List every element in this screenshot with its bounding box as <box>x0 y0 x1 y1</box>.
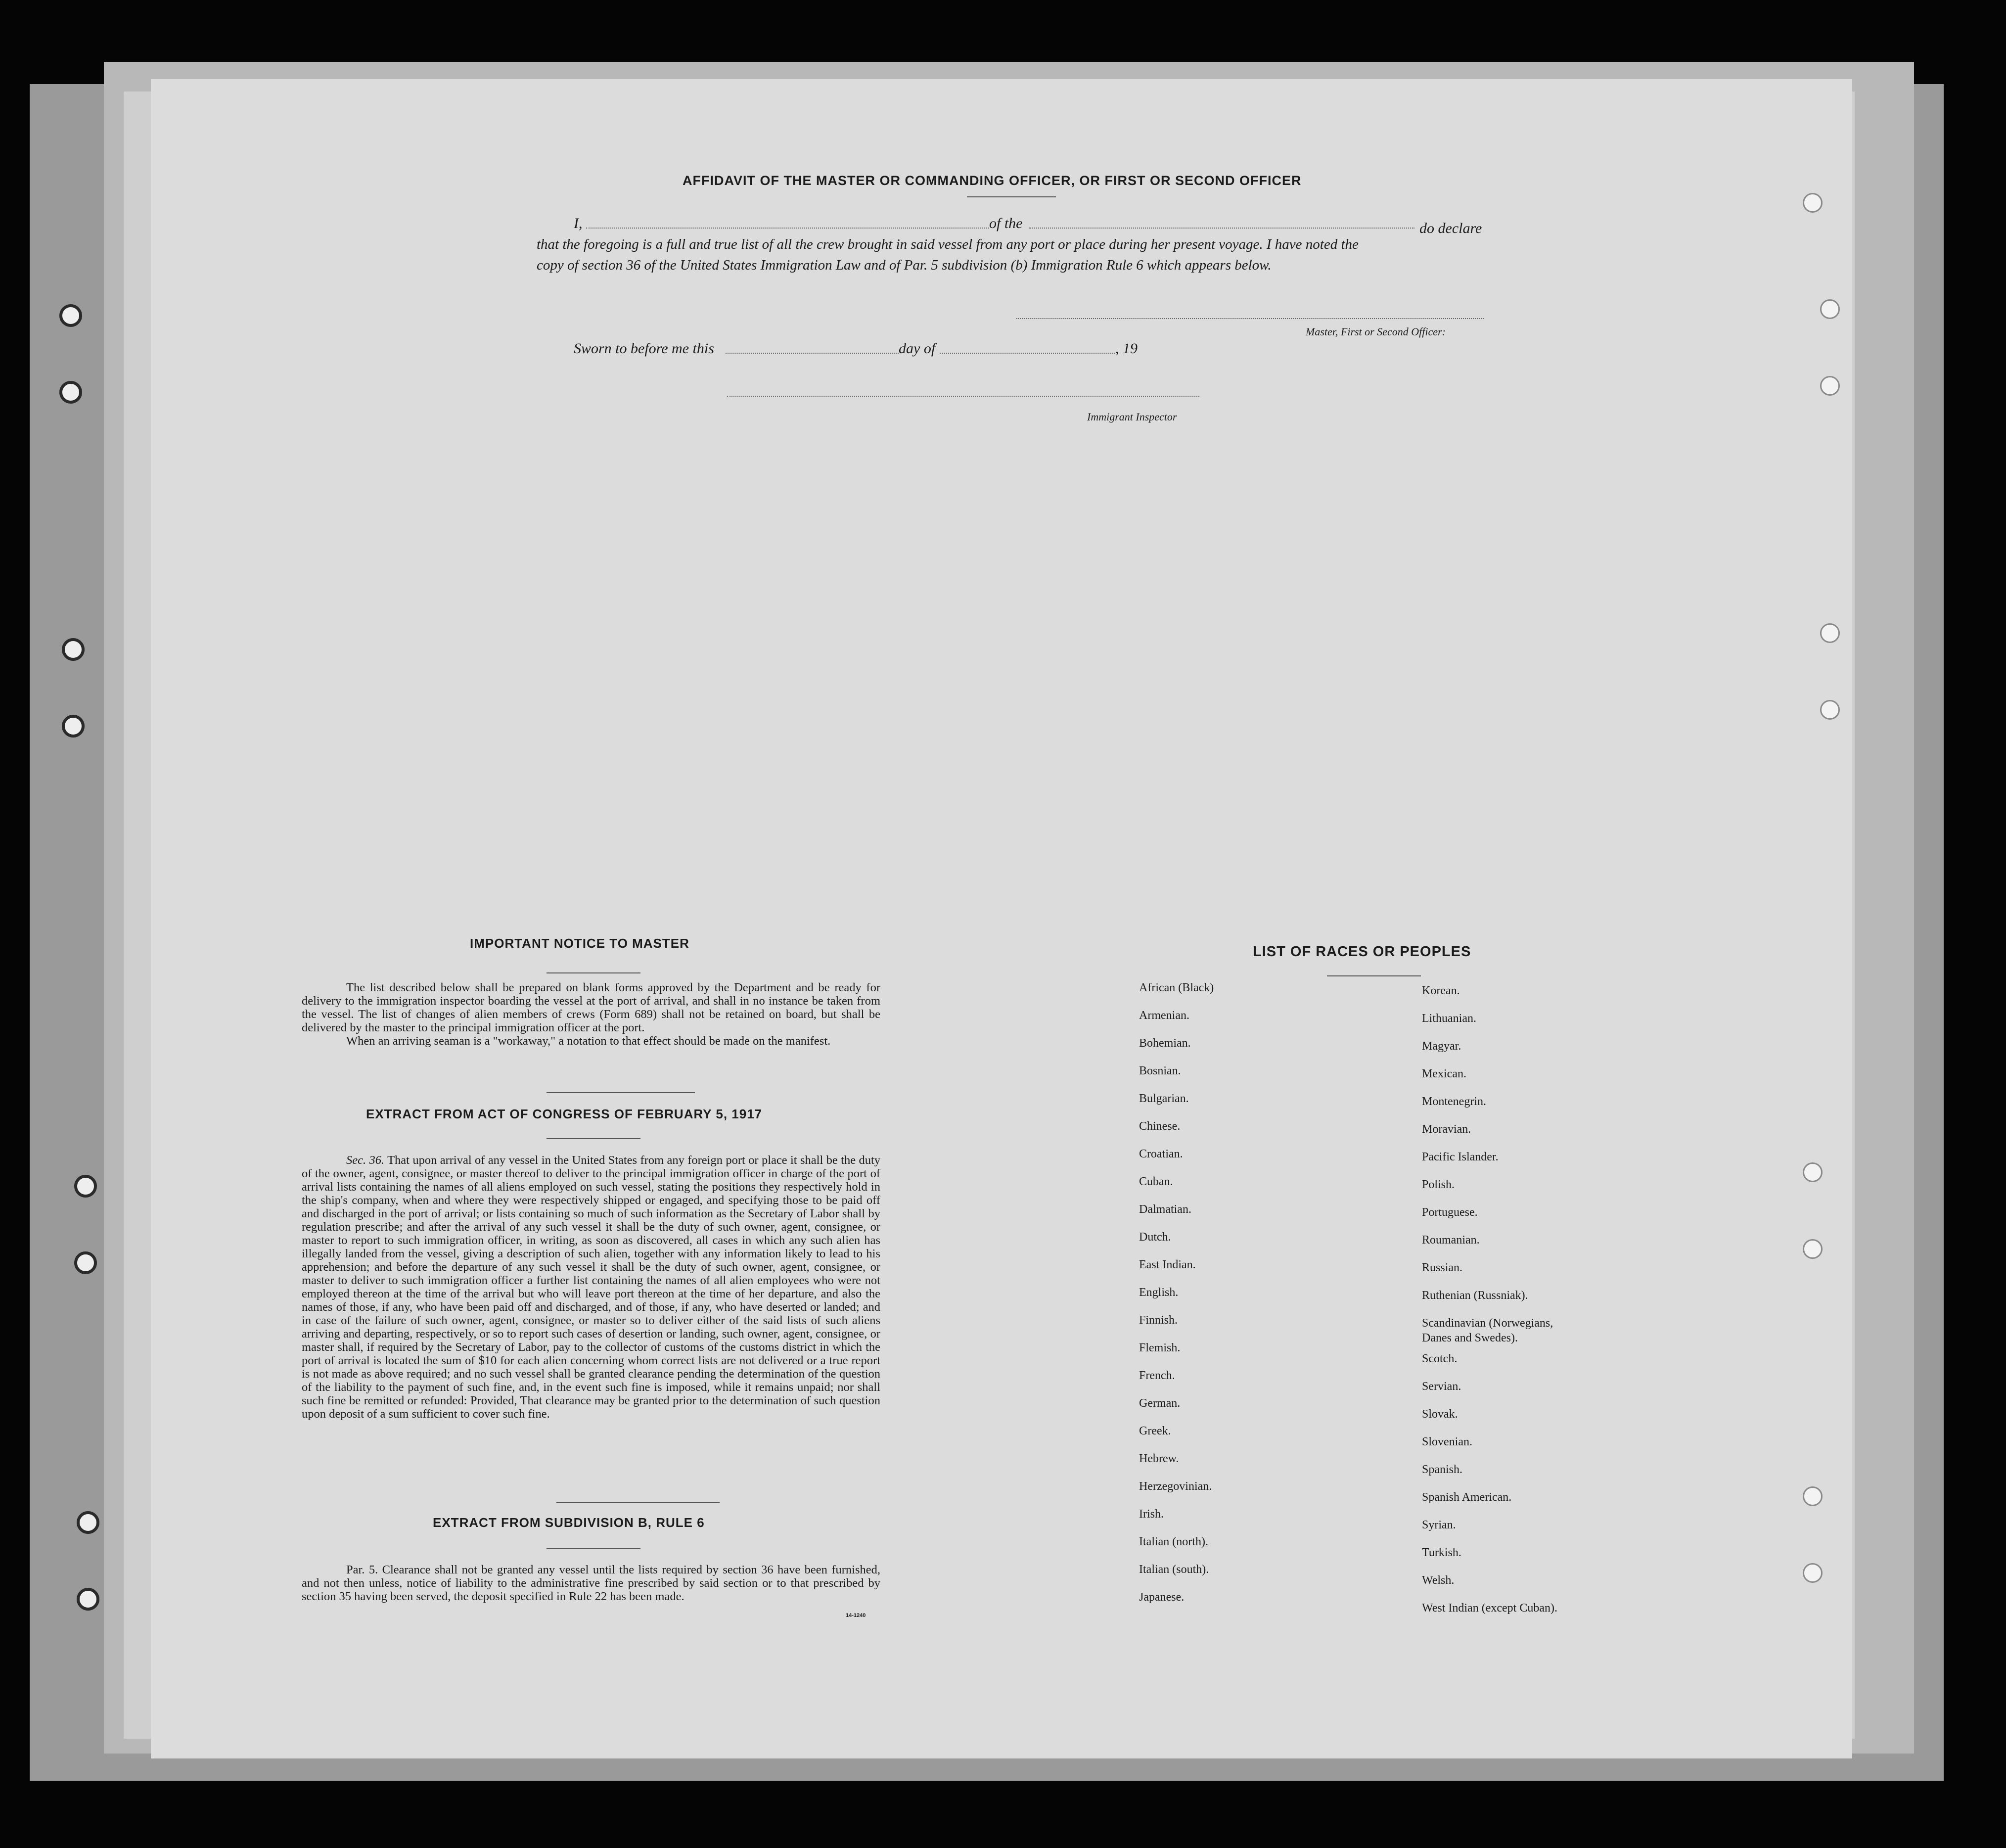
document-page <box>151 79 1852 1758</box>
notice-para-2: When an arriving seaman is a "workaway," a notation to that effect should be made on the manifest. <box>346 1034 831 1048</box>
notice-text <box>302 981 880 1048</box>
race-item: Slovak. <box>1422 1408 1458 1421</box>
race-item: East Indian. <box>1139 1258 1196 1271</box>
race-item: German. <box>1139 1397 1181 1410</box>
race-item: Welsh. <box>1422 1574 1455 1587</box>
race-item: Pacific Islander. <box>1422 1151 1499 1163</box>
notice-para-1: The list described below shall be prepared on blank forms approved by the Department and be ready for delivery to the immigration inspector boarding the vessel at the port of arrival, and shall in no instance be taken from the vessel. The list of changes of alien members of crews (Form 689) shall not be retained on board, but shall be delivered by the master to the principal immigration officer at the port. <box>302 981 880 1034</box>
declaration-line-1: that the foregoing is a full and true list of all the crew brought in said vessel from any port or place during her present voyage. I have noted the <box>537 236 1359 252</box>
divider <box>556 1502 720 1503</box>
races-left-column <box>1139 980 1214 1617</box>
divider <box>547 1138 640 1139</box>
punch-hole-icon <box>1803 1563 1823 1583</box>
race-item: Syrian. <box>1422 1519 1456 1531</box>
race-item: Bulgarian. <box>1139 1092 1189 1105</box>
divider <box>1327 975 1421 976</box>
divider <box>547 1092 695 1093</box>
race-item: Japanese. <box>1139 1591 1185 1604</box>
notice-title: IMPORTANT NOTICE TO MASTER <box>470 936 689 951</box>
race-item: Slovenian. <box>1422 1435 1472 1448</box>
affidavit-i-label: I, <box>574 215 583 231</box>
race-item: Servian. <box>1422 1380 1461 1393</box>
race-item: Hebrew. <box>1139 1452 1179 1465</box>
do-declare-label: do declare <box>1419 220 1482 236</box>
act-extract-text <box>302 1154 880 1421</box>
race-item: Croatian. <box>1139 1148 1183 1160</box>
name-blank <box>586 228 989 229</box>
day-of-label: day of <box>899 340 936 357</box>
vessel-blank <box>1029 228 1414 229</box>
race-item: Mexican. <box>1422 1067 1466 1080</box>
binder-hole-icon <box>59 381 82 404</box>
race-item: Spanish. <box>1422 1463 1463 1476</box>
race-item: Turkish. <box>1422 1546 1461 1559</box>
race-item: Korean. <box>1422 984 1460 997</box>
race-item: Italian (north). <box>1139 1535 1208 1548</box>
race-item: Montenegrin. <box>1422 1095 1486 1108</box>
race-item: Polish. <box>1422 1178 1455 1191</box>
punch-hole-icon <box>1803 1486 1823 1506</box>
binder-hole-icon <box>59 304 82 327</box>
race-item: Bohemian. <box>1139 1037 1191 1050</box>
divider <box>547 1548 640 1549</box>
punch-hole-icon <box>1820 299 1840 319</box>
race-item: Greek. <box>1139 1425 1171 1437</box>
race-item: Portuguese. <box>1422 1206 1478 1219</box>
races-title: LIST OF RACES OR PEOPLES <box>1253 944 1471 960</box>
section-36-text: That upon arrival of any vessel in the United States from any foreign port or place it shall be the duty of the owner, agent, consignee, or master thereof to deliver to the principal immigration officer in charge of the port of arrival lists containing the names of all aliens employed on such vessel, stating the positions they respectively hold in the ship's company, when and where they were respectively shipped or engaged, and specifying those to be paid off and discharged in the port of arrival; or lists containing so much of such information as the Secretary of Labor shall by regulation prescribe; and after the arrival of any such vessel it shall be the duty of such owner, agent, consignee, or master to report to such immigration officer, in writing, as soon as discovered, all cases in which any such alien has illegally landed from the vessel, giving a description of such alien, together with any information likely to lead to his apprehension; and before the departure of any such vessel it shall be the duty of such owner, agent, consignee, or master to deliver to such immigration officer a further list containing the names of all alien employees who were not employed thereon at the time of the arrival but who will leave port thereon at the time of her departure, and also the names of those, if any, who have been paid off and discharged, and of those, if any, who have deserted or landed; and in case of the failure of such owner, agent, consignee, or master so to deliver either of the said lists of such aliens arriving and departing, respectively, or so to report such cases of desertion or landing, such owner, agent, consignee, or master shall, if required by the Secretary of Labor, pay to the collector of customs of the customs district in which the port of arrival is located the sum of $10 for each alien concerning whom correct lists are not delivered or a true report is not made as above required; and no such vessel shall be granted clearance pending the determination of the question of the liability to the payment of such fine, and, in the event such fine is imposed, while it remains unpaid; nor shall such fine be remitted or refunded: Provided, That clearance may be granted prior to the determination of such question upon deposit of a sum sufficient to cover such fine. <box>302 1154 880 1421</box>
declaration-line-2: copy of section 36 of the United States Immigration Law and of Par. 5 subdivision (b) Immigration Rule 6 which appears below. <box>537 257 1272 273</box>
master-signature-line <box>1016 318 1484 319</box>
affidavit-of-the-label: of the <box>989 215 1023 231</box>
punch-hole-icon <box>1820 376 1840 396</box>
binder-hole-icon <box>77 1511 99 1534</box>
race-item: Spanish American. <box>1422 1491 1512 1504</box>
race-item: Roumanian. <box>1422 1234 1480 1247</box>
punch-hole-icon <box>1803 193 1823 213</box>
race-item: Irish. <box>1139 1508 1164 1521</box>
races-right-column <box>1422 983 1557 1628</box>
inspector-label: Immigrant Inspector <box>1087 411 1177 423</box>
race-item: Lithuanian. <box>1422 1012 1476 1025</box>
race-item: Ruthenian (Russniak). <box>1422 1289 1528 1302</box>
race-item: Russian. <box>1422 1261 1463 1274</box>
rule-extract-title: EXTRACT FROM SUBDIVISION B, RULE 6 <box>433 1515 705 1530</box>
race-item: Bosnian. <box>1139 1064 1181 1077</box>
race-item: Dalmatian. <box>1139 1203 1191 1216</box>
punch-hole-icon <box>1803 1239 1823 1259</box>
month-blank <box>940 353 1115 354</box>
race-item: Armenian. <box>1139 1009 1189 1022</box>
binder-hole-icon <box>62 715 85 738</box>
race-item: English. <box>1139 1286 1179 1299</box>
affidavit-title: AFFIDAVIT OF THE MASTER OR COMMANDING OFFICER, OR FIRST OR SECOND OFFICER <box>683 173 1302 188</box>
inspector-signature-line <box>727 396 1199 397</box>
divider <box>547 972 640 973</box>
punch-hole-icon <box>1820 623 1840 643</box>
sworn-label: Sworn to before me this <box>574 340 714 357</box>
race-item: Cuban. <box>1139 1175 1173 1188</box>
race-item: Dutch. <box>1139 1231 1171 1244</box>
race-item: Flemish. <box>1139 1341 1181 1354</box>
binder-hole-icon <box>74 1175 97 1198</box>
race-item: Italian (south). <box>1139 1563 1209 1576</box>
year-label: , 19 <box>1115 340 1138 357</box>
race-item: Magyar. <box>1422 1040 1461 1053</box>
race-item: French. <box>1139 1369 1175 1382</box>
act-extract-title: EXTRACT FROM ACT OF CONGRESS OF FEBRUARY 5, 1917 <box>366 1107 763 1121</box>
race-item: Finnish. <box>1139 1314 1178 1327</box>
race-item: African (Black) <box>1139 981 1214 994</box>
race-item: Scotch. <box>1422 1352 1458 1365</box>
divider <box>967 196 1056 197</box>
race-item: Scandinavian (Norwegians, Danes and Swedes). <box>1422 1317 1553 1344</box>
punch-hole-icon <box>1820 700 1840 720</box>
master-signature-label: Master, First or Second Officer: <box>1306 325 1446 338</box>
punch-hole-icon <box>1803 1162 1823 1182</box>
binder-hole-icon <box>74 1251 97 1274</box>
section-label: Sec. 36. <box>346 1154 385 1167</box>
form-number: 14-1240 <box>846 1613 866 1618</box>
binder-hole-icon <box>62 638 85 661</box>
race-item: Chinese. <box>1139 1120 1181 1133</box>
rule-extract-text <box>302 1563 880 1603</box>
race-item: Herzegovinian. <box>1139 1480 1212 1493</box>
race-item: Moravian. <box>1422 1123 1471 1136</box>
day-blank <box>726 353 899 354</box>
rule-para-5: Par. 5. Clearance shall not be granted any vessel until the lists required by section 36 have been furnished, and not then unless, notice of liability to the administrative fine prescribed by said section or to that prescribed by section 35 having been served, the deposit specified in Rule 22 has been made. <box>302 1563 880 1603</box>
binder-hole-icon <box>77 1588 99 1611</box>
race-item: West Indian (except Cuban). <box>1422 1602 1557 1615</box>
